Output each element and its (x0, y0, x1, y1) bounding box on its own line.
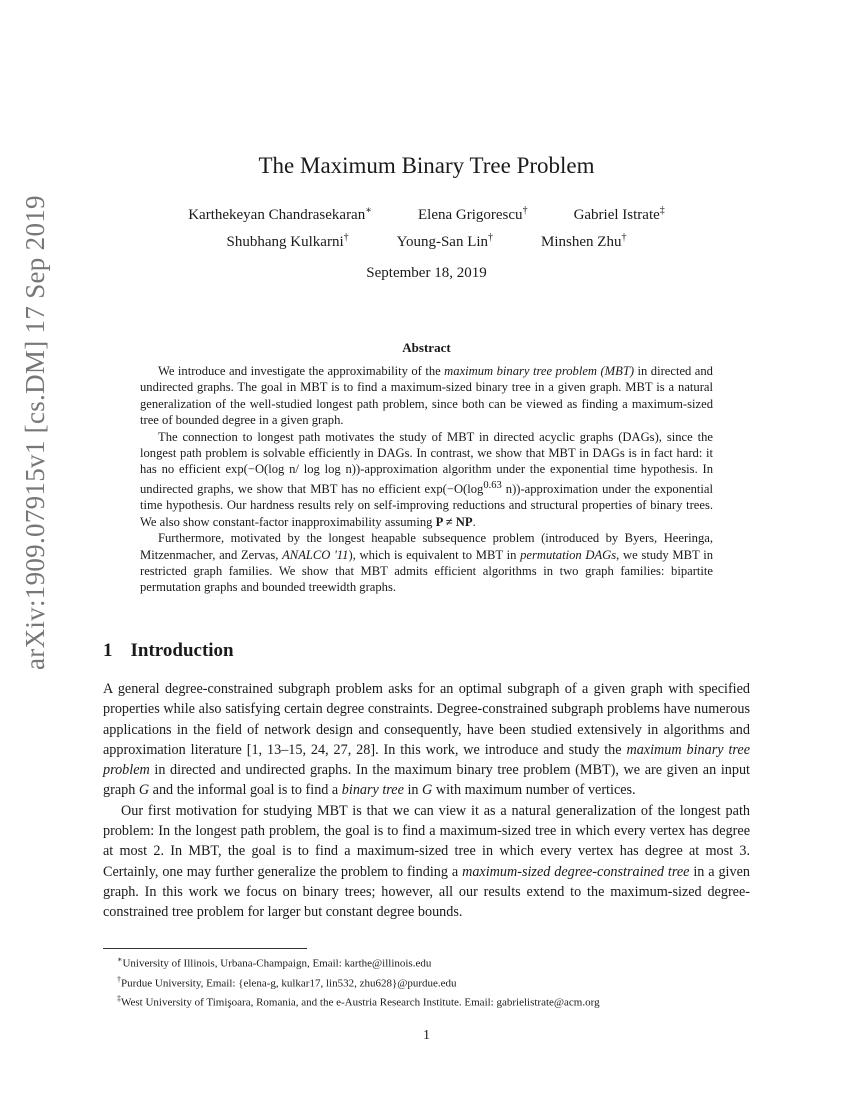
author-row-1 (103, 205, 750, 224)
author: Shubhang Kulkarni† (226, 232, 349, 250)
footnote: ‡West University of Timişoara, Romania, and the e-Austria Research Institute. Email: gabrielistrate@acm.org (117, 994, 600, 1009)
author-row-2 (103, 232, 750, 251)
paper-title: The Maximum Binary Tree Problem (258, 153, 595, 178)
section-number: 1 (103, 640, 113, 661)
footnote: ∗University of Illinois, Urbana-Champaign, Email: karthe@illinois.edu (117, 955, 432, 970)
author: Karthekeyan Chandrasekaran∗ (188, 205, 373, 223)
abstract-paragraph-2: The connection to longest path motivates the study of MBT in directed acyclic graphs (DAGs), since the longest path problem is solvable efficiently in DAGs. In contrast, we show that MBT in DAGs is in fact hard: it has no efficient exp(−O(log n/ log log n))-approximation algorithm under the exponential time hypothesis. In undirected graphs, we show that MBT has no efficient $\exp(-O(\log^{0.63}$ n))-approximation under the exponential time hypothesis. Our hardness results rely on self-improving reductions and structural properties of binary trees. We also show constant-factor inapproximability assuming P ≠ NP. (140, 429, 713, 529)
footnotes (103, 952, 750, 1011)
intro-paragraph-1: A general degree-constrained subgraph problem asks for an optimal subgraph of a given graph with specified properties while also satisfying certain degree constraints. Degree-constrained subgraph problems have numerous applications in the field of network design and consequently, have been studied extensively in algorithms and approximation literature [1, 13–15, 24, 27, 28]. In this work, we introduce and study the maximum binary tree problem in directed and undirected graphs. In the maximum binary tree problem (MBT), we are given an input graph G and the informal goal is to find a binary tree in G with maximum number of vertices. (103, 681, 750, 799)
author: Minshen Zhu† (541, 232, 627, 250)
page-number: 1 (423, 1028, 430, 1043)
section-title: Introduction (130, 640, 234, 661)
introduction-body (103, 679, 750, 923)
author: Gabriel Istrate‡ (573, 205, 665, 223)
abstract-paragraph-1: We introduce and investigate the approximability of the maximum binary tree problem (MBT) in directed and undirected graphs. The goal in MBT is to find a maximum-sized binary tree in a given graph. MBT is a natural generalization of the well-studied longest path problem, since both can be viewed as finding a maximum-sized tree of bounded degree in a given graph. (140, 364, 713, 428)
author: Young-San Lin† (396, 232, 494, 250)
abstract-paragraph-3: Furthermore, motivated by the longest heapable subsequence problem (introduced by Byers, Heeringa, Mitzenmacher, and Zervas, ANALCO '11), which is equivalent to MBT in permutation DAGs, we study MBT in restricted graph families. We show that MBT admits efficient algorithms in two graph families: bipartite permutation graphs and bounded treewidth graphs. (140, 531, 714, 595)
footnote: †Purdue University, Email: {elena-g, kulkar17, lin532, zhu628}@purdue.edu (117, 974, 457, 990)
arxiv-identifier-stamp: arXiv:1909.07915v1 [cs.DM] 17 Sep 2019 (20, 195, 50, 670)
abstract-heading: Abstract (402, 340, 451, 355)
footnote-divider (103, 948, 307, 949)
abstract-body (140, 363, 713, 596)
section-heading-introduction (103, 640, 234, 662)
publication-date: September 18, 2019 (366, 265, 487, 281)
intro-paragraph-2: Our first motivation for studying MBT is that we can view it as a natural generalization of the longest path problem: In the longest path problem, the goal is to find a maximum-sized tree in which every vertex has degree at most 2. In MBT, the goal is to find a maximum-sized tree in which every vertex has degree at most 3. Certainly, one may further generalize the problem to finding a maximum-sized degree-constrained tree in a given graph. In this work we focus on binary trees; however, all our results extend to the maximum-sized degree-constrained tree problem for larger but constant degree bounds. (103, 802, 750, 921)
author: Elena Grigorescu† (418, 205, 528, 223)
